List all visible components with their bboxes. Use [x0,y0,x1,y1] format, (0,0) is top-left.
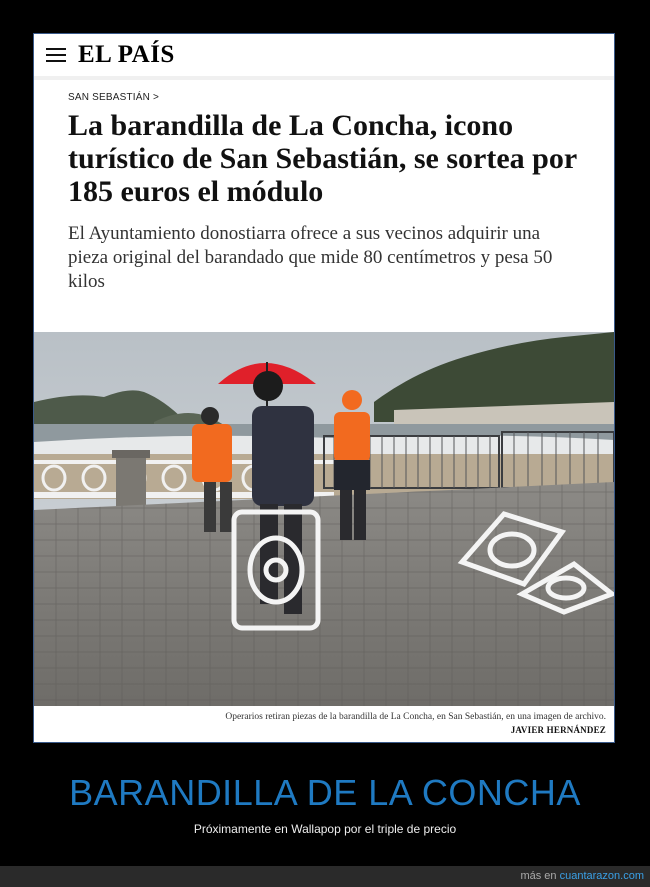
site-header [34,34,614,80]
section-breadcrumb[interactable]: SAN SEBASTIÁN > [68,92,160,103]
footer-prefix: más en [520,870,557,882]
site-logo[interactable]: EL PAÍS [78,41,175,68]
footer-text [520,870,644,882]
meme-tagline: Próximamente en Wallapop por el triple de precio [193,822,457,836]
article-headline: La barandilla de La Concha, icono turístico de San Sebastián, se sortea por 185 euros el módulo [68,109,577,208]
site-footer [0,866,650,887]
footer-site-link[interactable]: cuantarazon.com [559,870,644,882]
article-photo [34,332,614,706]
meme-title: BARANDILLA DE LA CONCHA [69,772,581,813]
article-screenshot [33,33,615,743]
photo-caption: Operarios retiran piezas de la barandilla de La Concha, en San Sebastián, en una imagen de archivo. [225,712,606,722]
menu-icon[interactable] [46,48,66,62]
article-subheadline: El Ayuntamiento donostiarra ofrece a sus vecinos adquirir una pieza original del barandado que mide 80 centímetros y pesa 50 kilos [68,223,553,292]
photo-credit: JAVIER HERNÁNDEZ [510,725,606,735]
